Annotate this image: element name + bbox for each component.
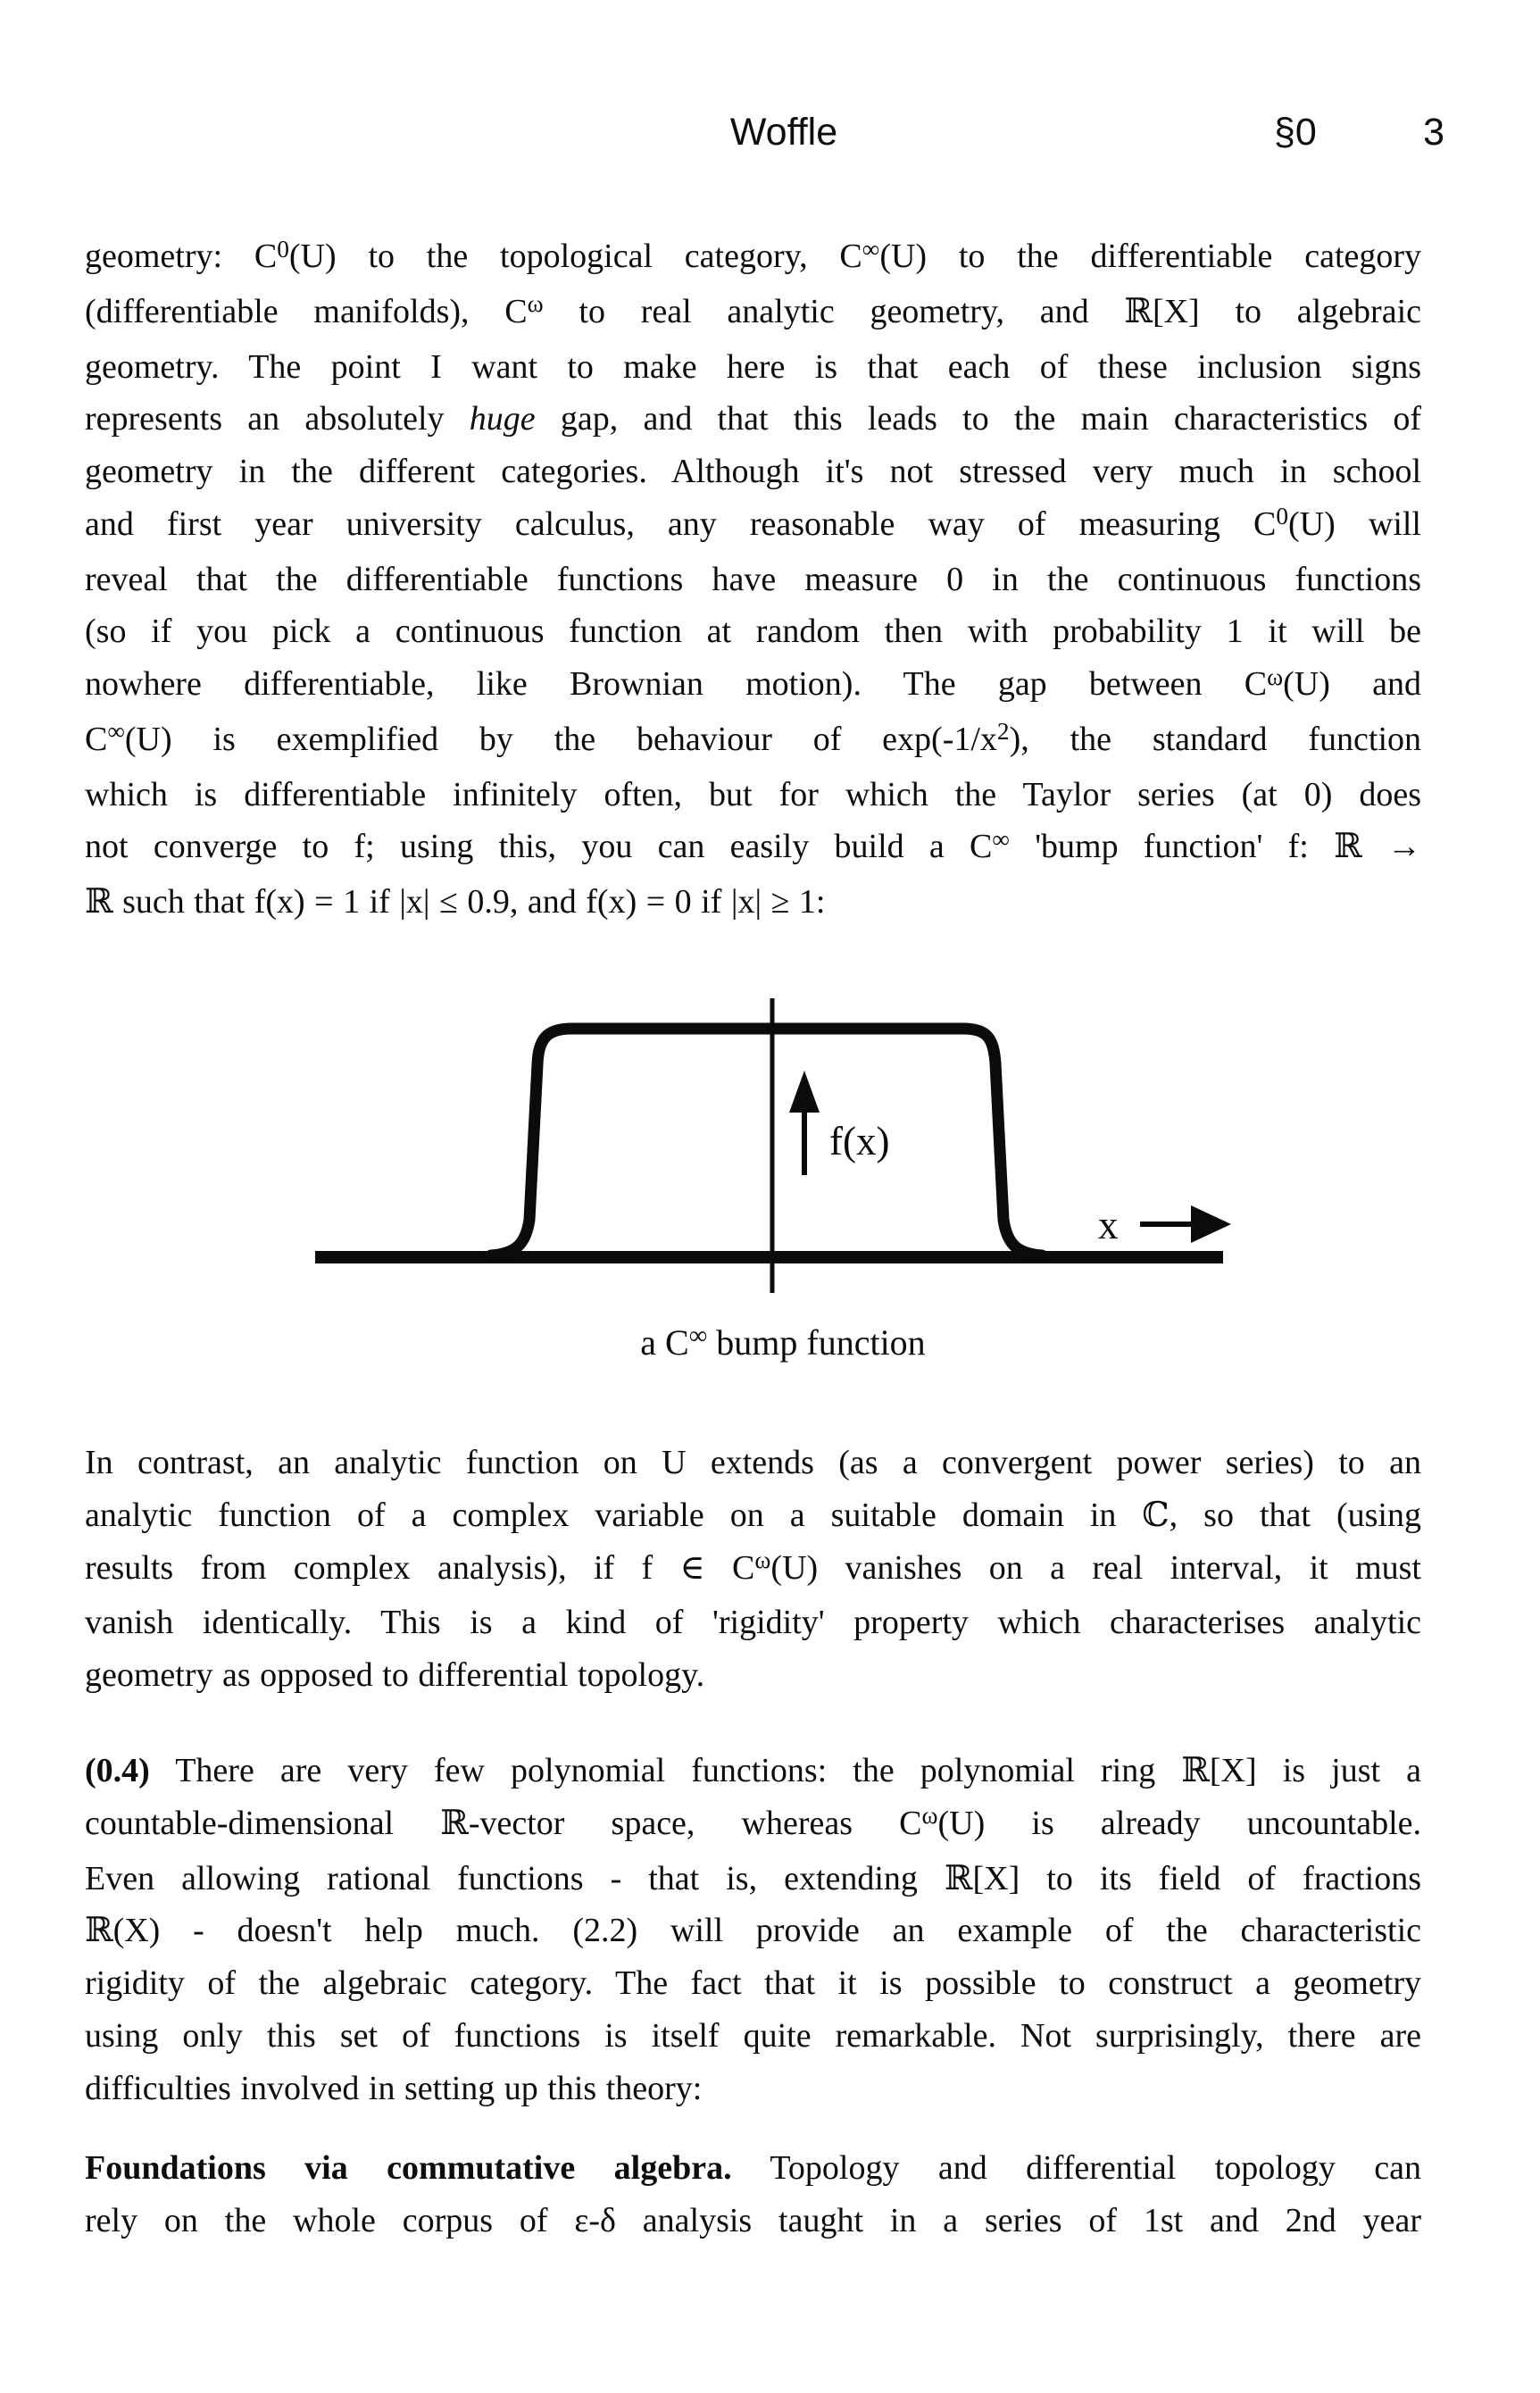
text-line: Even allowing rational functions - that is, extending ℝ[X] to its field of fractions [85, 1859, 1421, 1897]
text-line: geometry: $C^0(U)$ to the topological category, C∞(U) to the differentiable category [85, 235, 1422, 275]
text-line: rigidity of the algebraic category. The fact that it is possible to construct a geometry [85, 1964, 1421, 2002]
text-line: and first year university calculus, any reasonable way of measuring $C^0(U)$ will [85, 503, 1421, 543]
x-arrow-head-icon [1191, 1205, 1231, 1243]
paragraph-bump-function [85, 230, 1421, 929]
text-line: geometry in the different categories. Although it's not stressed very much in school [85, 453, 1421, 490]
text-line: which is differentiable infinitely often, but for which the Taylor series (at 0) does [85, 775, 1421, 813]
running-title: Woffle [729, 111, 838, 154]
bump-function-figure [304, 978, 1250, 1308]
text-line: (0.4) There are very few polynomial functions: the polynomial ring ℝ[X] is just a [85, 1752, 1421, 1789]
fx-arrow-head-icon [789, 1071, 820, 1113]
text-line: ℝ(X) - doesn't help much. (2.2) will provide an example of the characteristic [85, 1912, 1421, 1950]
text-line: a C∞ bump function [640, 1321, 926, 1363]
paragraph-foundations [85, 2142, 1421, 2247]
text-line: results from complex analysis), if f ∈ $C^\omega(U)$ vanishes on a real interval, it must [85, 1547, 1421, 1587]
text-line: In contrast, an analytic function on U extends (as a convergent power series) to an [85, 1444, 1421, 1481]
text-line: (so if you pick a continuous function at random then with probability 1 it will be [85, 613, 1421, 651]
text-line: (differentiable manifolds), $C^\omega$ to real analytic geometry, and ℝ[X] to algebraic [85, 290, 1421, 330]
fx-label: f(x) [829, 1119, 890, 1163]
text-line: nowhere differentiable, like Brownian motion). The gap between $C^\omega(U)$ and [85, 663, 1421, 703]
text-line: ℝ such that f(x) = 1 if |x| ≤ 0.9, and f(x) = 0 if |x| ≥ 1: [85, 883, 826, 921]
text-line: using only this set of functions is itself quite remarkable. Not surprisingly, there are [85, 2016, 1421, 2055]
text-line: rely on the whole corpus of ε-δ analysis taught in a series of 1st and 2nd year [85, 2201, 1421, 2239]
text-line: reveal that the differentiable functions have measure 0 in the continuous functions [85, 560, 1421, 598]
bump-curve [491, 1029, 1042, 1255]
text-line: C∞(U) is exemplified by the behaviour of $\exp(-1/x^2)$, the standard function [85, 718, 1421, 758]
page-number: 3 [1423, 111, 1444, 154]
paragraph-0-4 [85, 1745, 1421, 2114]
text-line: difficulties involved in setting up this theory: [85, 2069, 703, 2107]
figure-caption [470, 1318, 1095, 1372]
text-line: represents an absolutely huge gap, and that this leads to the main characteristics of [85, 400, 1422, 438]
x-label: x [1098, 1203, 1119, 1247]
text-line: analytic function of a complex variable on a suitable domain in ℂ, so that (using [85, 1496, 1421, 1534]
text-line: countable-dimensional ℝ-vector space, whereas $C^\omega(U)$ is already uncountable. [85, 1802, 1421, 1842]
section-number: §0 [1274, 111, 1317, 154]
text-line: Foundations via commutative algebra. Topology and differential topology can [85, 2149, 1421, 2187]
paragraph-analytic-rigidity [85, 1437, 1421, 1702]
text-line: geometry. The point I want to make here is that each of these inclusion signs [85, 347, 1421, 386]
text-line: not converge to f; using this, you can easily build a C∞ 'bump function' f: ℝ → [85, 825, 1421, 866]
text-line: vanish identically. This is a kind of 'rigidity' property which characterises analytic [85, 1604, 1421, 1642]
text-line: geometry as opposed to differential topology. [85, 1656, 705, 1694]
